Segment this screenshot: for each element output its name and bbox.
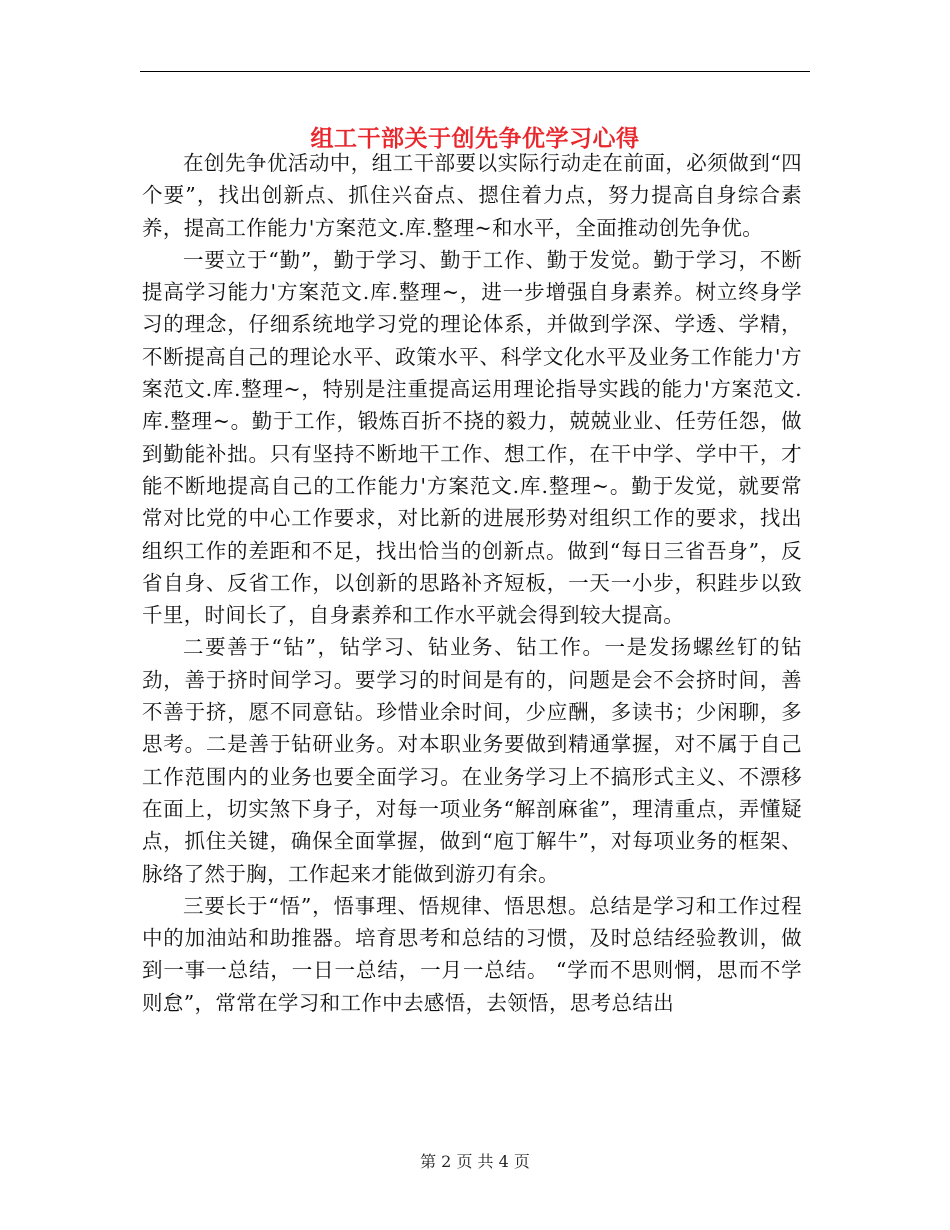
header-rule [140,71,810,72]
paragraph-intro: 在创先争优活动中，组工干部要以实际行动走在前面，必须做到“四个要”，找出创新点、抓住兴奋点、摁住着力点，努力提高自身综合素养，提高工作能力'方案范文.库.整理~和水平，全面推动创先争优。 [142,151,802,240]
paragraph-wu: 三要长于“悟”，悟事理、悟规律、悟思想。总结是学习和工作过程中的加油站和助推器。培育思考和总结的习惯，及时总结经验教训，做到一事一总结，一日一总结，一月一总结。 “学而不思则惘，思而不学则怠”，常常在学习和工作中去感悟，去领悟，思考总结出 [142,893,802,1015]
document-title: 组工干部关于创先争优学习心得 [310,125,640,153]
paragraph-zuan: 二要善于“钻”，钻学习、钻业务、钻工作。一是发扬螺丝钉的钻劲，善于挤时间学习。要学习的时间是有的，问题是会不会挤时间，善不善于挤，愿不同意钻。珍惜业余时间，少应酬，多读书；少闲聊，多思考。二是善于钻研业务。对本职业务要做到精通掌握，对不属于自己工作范围内的业务也要全面学习。在业务学习上不搞形式主义、不漂移在面上，切实煞下身子，对每一项业务“解剖麻雀”，理清重点，弄懂疑点，抓住关键，确保全面掌握，做到“庖丁解牛”，对每项业务的框架、脉络了然于胸，工作起来才能做到游刃有余。 [142,635,802,886]
page-number-footer: 第 2 页 共 4 页 [420,1152,530,1171]
document-body [142,147,802,1019]
paragraph-qin: 一要立于“勤”，勤于学习、勤于工作、勤于发觉。勤于学习，不断提高学习能力'方案范文.库.整理~，进一步增强自身素养。树立终身学习的理念，仔细系统地学习党的理论体系，并做到学深、学透、学精，不断提高自己的理论水平、政策水平、科学文化水平及业务工作能力'方案范文.库.整理~，特别是注重提高运用理论指导实践的能力'方案范文.库.整理~。勤于工作，锻炼百折不挠的毅力，兢兢业业、任劳任怨，做到勤能补拙。只有坚持不断地干工作、想工作，在干中学、学中干，才能不断地提高自己的工作能力'方案范文.库.整理~。勤于发觉，就要常常对比党的中心工作要求，对比新的进展形势对组织工作的要求，找出组织工作的差距和不足，找出恰当的创新点。做到“每日三省吾身”，反省自身、反省工作，以创新的思路补齐短板，一天一小步，积跬步以致千里，时间长了，自身素养和工作水平就会得到较大提高。 [142,247,802,628]
